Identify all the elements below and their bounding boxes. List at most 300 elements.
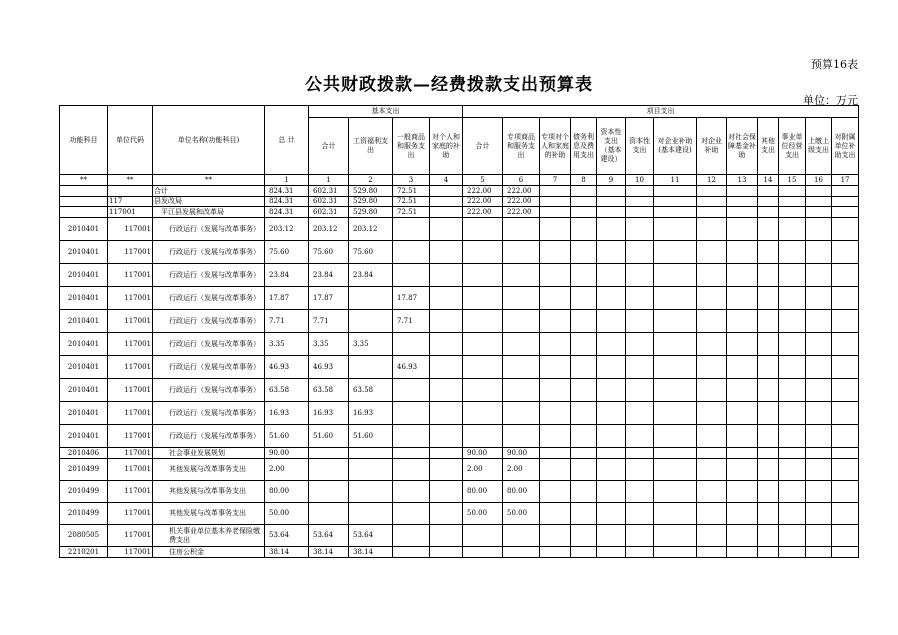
empty-cell [654, 241, 697, 264]
personal-family-cell [430, 186, 463, 197]
unit-name-cell: 行政运行（发展与改革事务） [153, 402, 265, 425]
empty-cell [571, 525, 597, 547]
special-goods-cell [503, 379, 540, 402]
unit-code-cell: 117001 [108, 402, 153, 425]
header-upper-paid: 上缴上级支出 [806, 118, 832, 175]
goods-services-cell: 7.71 [393, 310, 430, 333]
special-goods-cell: 222.00 [503, 197, 540, 207]
special-goods-cell [503, 310, 540, 333]
personal-family-cell [430, 481, 463, 503]
unit-code-cell: 117001 [108, 379, 153, 402]
goods-services-cell [393, 425, 430, 448]
basic-total-cell: 53.64 [309, 525, 349, 547]
wages-cell [349, 503, 393, 525]
goods-services-cell [393, 503, 430, 525]
personal-family-cell [430, 525, 463, 547]
basic-total-cell: 17.87 [309, 287, 349, 310]
empty-cell [806, 379, 832, 402]
index-cell: 7 [540, 175, 571, 186]
total-cell: 824.31 [265, 207, 309, 218]
empty-cell [571, 402, 597, 425]
empty-cell [540, 310, 571, 333]
table-row [60, 503, 859, 525]
wages-cell: 3.35 [349, 333, 393, 356]
goods-services-cell [393, 333, 430, 356]
unit-name-cell: 行政运行（发展与改革事务） [153, 379, 265, 402]
personal-family-cell [430, 402, 463, 425]
project-total-cell [463, 525, 503, 547]
index-cell: 1 [309, 175, 349, 186]
total-cell: 824.31 [265, 186, 309, 197]
empty-cell [806, 425, 832, 448]
table-row [60, 241, 859, 264]
empty-cell [779, 379, 806, 402]
special-goods-cell [503, 218, 540, 241]
header-capital: 资本性支出 [626, 118, 654, 175]
empty-cell [597, 310, 626, 333]
empty-cell [540, 448, 571, 459]
empty-cell [540, 287, 571, 310]
unit-name-cell: 其他发展与改革事务支出 [153, 459, 265, 481]
index-cell: 11 [654, 175, 697, 186]
empty-cell [540, 197, 571, 207]
empty-cell [654, 425, 697, 448]
func-code-cell: 2210201 [60, 547, 108, 558]
basic-total-cell [309, 503, 349, 525]
basic-total-cell: 75.60 [309, 241, 349, 264]
unit-code-cell: 117001 [108, 207, 153, 218]
empty-cell [779, 448, 806, 459]
personal-family-cell [430, 241, 463, 264]
total-cell: 46.93 [265, 356, 309, 379]
empty-cell [832, 481, 859, 503]
personal-family-cell [430, 379, 463, 402]
basic-total-cell [309, 448, 349, 459]
table-row [60, 525, 859, 547]
personal-family-cell [430, 333, 463, 356]
empty-cell [571, 459, 597, 481]
total-cell: 80.00 [265, 481, 309, 503]
header-basic-total: 合计 [309, 118, 349, 175]
func-code-cell: 2010401 [60, 241, 108, 264]
empty-cell [697, 197, 727, 207]
func-code-cell: 2010401 [60, 425, 108, 448]
empty-cell [758, 186, 779, 197]
empty-cell [832, 197, 859, 207]
empty-cell [626, 379, 654, 402]
empty-cell [697, 448, 727, 459]
func-code-cell: 2010499 [60, 503, 108, 525]
header-func-subject: 功能科目 [60, 106, 108, 175]
basic-total-cell: 602.31 [309, 197, 349, 207]
table-row [60, 356, 859, 379]
empty-cell [597, 241, 626, 264]
empty-cell [654, 207, 697, 218]
unit-code-cell: 117001 [108, 448, 153, 459]
total-cell: 824.31 [265, 197, 309, 207]
func-code-cell [60, 186, 108, 197]
empty-cell [654, 448, 697, 459]
empty-cell [806, 310, 832, 333]
empty-cell [806, 218, 832, 241]
index-cell: ** [60, 175, 108, 186]
header-other: 其他支出 [758, 118, 779, 175]
personal-family-cell [430, 264, 463, 287]
total-cell: 75.60 [265, 241, 309, 264]
project-total-cell: 80.00 [463, 481, 503, 503]
empty-cell [806, 186, 832, 197]
empty-cell [832, 207, 859, 218]
form-code: 预算16表 [811, 58, 858, 71]
empty-cell [697, 356, 727, 379]
unit-name-cell: 社会事业发展规划 [153, 448, 265, 459]
empty-cell [779, 356, 806, 379]
empty-cell [571, 448, 597, 459]
empty-cell [626, 481, 654, 503]
index-cell: 14 [758, 175, 779, 186]
project-total-cell [463, 218, 503, 241]
special-goods-cell [503, 287, 540, 310]
goods-services-cell [393, 448, 430, 459]
empty-cell [626, 218, 654, 241]
empty-cell [806, 481, 832, 503]
empty-cell [540, 264, 571, 287]
empty-cell [779, 481, 806, 503]
index-cell: 9 [597, 175, 626, 186]
total-cell: 203.12 [265, 218, 309, 241]
total-cell: 38.14 [265, 547, 309, 558]
empty-cell [597, 547, 626, 558]
empty-cell [806, 525, 832, 547]
empty-cell [626, 241, 654, 264]
project-total-cell: 222.00 [463, 186, 503, 197]
wages-cell [349, 481, 393, 503]
empty-cell [806, 287, 832, 310]
empty-cell [727, 356, 758, 379]
total-cell: 2.00 [265, 459, 309, 481]
unit-name-cell: 平江县发展和改革局 [153, 207, 265, 218]
index-cell: 1 [265, 175, 309, 186]
unit-code-cell: 117 [108, 197, 153, 207]
table-row [60, 287, 859, 310]
personal-family-cell [430, 356, 463, 379]
basic-total-cell [309, 481, 349, 503]
empty-cell [758, 402, 779, 425]
empty-cell [832, 425, 859, 448]
goods-services-cell [393, 547, 430, 558]
empty-cell [832, 310, 859, 333]
empty-cell [654, 379, 697, 402]
empty-cell [697, 379, 727, 402]
table-row [60, 425, 859, 448]
special-goods-cell: 2.00 [503, 459, 540, 481]
empty-cell [727, 503, 758, 525]
personal-family-cell [430, 310, 463, 333]
index-cell: 17 [832, 175, 859, 186]
total-cell: 23.84 [265, 264, 309, 287]
empty-cell [540, 333, 571, 356]
goods-services-cell: 72.51 [393, 207, 430, 218]
empty-cell [654, 459, 697, 481]
personal-family-cell [430, 207, 463, 218]
empty-cell [779, 310, 806, 333]
empty-cell [571, 547, 597, 558]
basic-total-cell: 23.84 [309, 264, 349, 287]
empty-cell [597, 287, 626, 310]
table-row [60, 547, 859, 558]
empty-cell [540, 241, 571, 264]
basic-total-cell: 3.35 [309, 333, 349, 356]
unit-name-cell: 机关事业单位基本养老保险缴费支出 [153, 525, 265, 547]
empty-cell [727, 459, 758, 481]
empty-cell [758, 333, 779, 356]
total-cell: 53.64 [265, 525, 309, 547]
empty-cell [571, 481, 597, 503]
unit-code-cell: 117001 [108, 459, 153, 481]
func-code-cell: 2010499 [60, 481, 108, 503]
project-total-cell: 90.00 [463, 448, 503, 459]
wages-cell: 529.80 [349, 207, 393, 218]
header-goods-services: 一般商品和服务支出 [393, 118, 430, 175]
empty-cell [654, 287, 697, 310]
unit-name-cell: 其他发展与改革事务支出 [153, 503, 265, 525]
empty-cell [597, 379, 626, 402]
empty-cell [779, 525, 806, 547]
project-total-cell [463, 379, 503, 402]
empty-cell [571, 264, 597, 287]
table-row [60, 333, 859, 356]
basic-total-cell: 16.93 [309, 402, 349, 425]
empty-cell [626, 310, 654, 333]
empty-cell [758, 287, 779, 310]
wages-cell: 529.80 [349, 197, 393, 207]
unit-code-cell: 117001 [108, 547, 153, 558]
header-total: 总 计 [265, 106, 309, 175]
unit-code-cell: 117001 [108, 333, 153, 356]
unit-code-cell: 117001 [108, 310, 153, 333]
empty-cell [806, 459, 832, 481]
empty-cell [779, 459, 806, 481]
empty-cell [832, 333, 859, 356]
empty-cell [806, 448, 832, 459]
project-total-cell: 222.00 [463, 207, 503, 218]
empty-cell [758, 448, 779, 459]
project-total-cell [463, 402, 503, 425]
empty-cell [806, 547, 832, 558]
empty-cell [626, 197, 654, 207]
personal-family-cell [430, 287, 463, 310]
empty-cell [806, 241, 832, 264]
unit-code-cell: 117001 [108, 425, 153, 448]
empty-cell [571, 186, 597, 197]
unit-name-cell: 其他发展与改革事务支出 [153, 481, 265, 503]
empty-cell [832, 241, 859, 264]
table-row [60, 264, 859, 287]
personal-family-cell [430, 503, 463, 525]
header-enterprise: 对企业补助 [697, 118, 727, 175]
table-row [60, 186, 859, 197]
special-goods-cell [503, 402, 540, 425]
unit-name-cell: 行政运行（发展与改革事务） [153, 264, 265, 287]
table-row [60, 459, 859, 481]
empty-cell [597, 481, 626, 503]
unit-name-cell: 合计 [153, 186, 265, 197]
empty-cell [758, 459, 779, 481]
empty-cell [597, 425, 626, 448]
wages-cell: 203.12 [349, 218, 393, 241]
unit-name-cell: 行政运行（发展与改革事务） [153, 425, 265, 448]
unit-code-cell [108, 186, 153, 197]
empty-cell [626, 333, 654, 356]
table-row [60, 402, 859, 425]
special-goods-cell: 222.00 [503, 186, 540, 197]
empty-cell [571, 310, 597, 333]
personal-family-cell [430, 547, 463, 558]
budget-table [59, 105, 859, 558]
empty-cell [540, 356, 571, 379]
empty-cell [779, 425, 806, 448]
special-goods-cell [503, 241, 540, 264]
empty-cell [597, 448, 626, 459]
total-cell: 51.60 [265, 425, 309, 448]
index-cell: 16 [806, 175, 832, 186]
special-goods-cell [503, 356, 540, 379]
empty-cell [758, 425, 779, 448]
empty-cell [697, 207, 727, 218]
special-goods-cell [503, 547, 540, 558]
empty-cell [806, 503, 832, 525]
wages-cell: 38.14 [349, 547, 393, 558]
goods-services-cell [393, 218, 430, 241]
empty-cell [571, 218, 597, 241]
special-goods-cell: 80.00 [503, 481, 540, 503]
empty-cell [697, 186, 727, 197]
empty-cell [832, 525, 859, 547]
empty-cell [758, 525, 779, 547]
empty-cell [571, 287, 597, 310]
empty-cell [697, 481, 727, 503]
special-goods-cell [503, 525, 540, 547]
project-total-cell: 50.00 [463, 503, 503, 525]
empty-cell [697, 547, 727, 558]
goods-services-cell [393, 481, 430, 503]
empty-cell [779, 241, 806, 264]
goods-services-cell: 46.93 [393, 356, 430, 379]
index-cell: 2 [349, 175, 393, 186]
index-cell: 15 [779, 175, 806, 186]
wages-cell [349, 356, 393, 379]
project-total-cell [463, 264, 503, 287]
unit-code-cell: 117001 [108, 525, 153, 547]
func-code-cell: 2010401 [60, 310, 108, 333]
total-cell: 63.58 [265, 379, 309, 402]
empty-cell [697, 241, 727, 264]
header-special-goods: 专项商品和服务支出 [503, 118, 540, 175]
empty-cell [597, 356, 626, 379]
project-total-cell [463, 333, 503, 356]
empty-cell [654, 503, 697, 525]
empty-cell [571, 333, 597, 356]
empty-cell [779, 264, 806, 287]
unit-name-cell: 住房公积金 [153, 547, 265, 558]
empty-cell [540, 547, 571, 558]
header-unit-name: 单位名称(功能科目) [153, 106, 265, 175]
empty-cell [626, 503, 654, 525]
table-row [60, 207, 859, 218]
empty-cell [727, 186, 758, 197]
personal-family-cell [430, 448, 463, 459]
personal-family-cell [430, 425, 463, 448]
project-total-cell: 2.00 [463, 459, 503, 481]
empty-cell [697, 333, 727, 356]
empty-cell [697, 425, 727, 448]
unit-code-cell: 117001 [108, 503, 153, 525]
empty-cell [832, 287, 859, 310]
empty-cell [832, 448, 859, 459]
special-goods-cell: 50.00 [503, 503, 540, 525]
empty-cell [597, 197, 626, 207]
empty-cell [697, 287, 727, 310]
unit-name-cell: 行政运行（发展与改革事务） [153, 218, 265, 241]
index-row [60, 175, 859, 186]
empty-cell [654, 218, 697, 241]
empty-cell [597, 525, 626, 547]
goods-services-cell [393, 264, 430, 287]
empty-cell [727, 241, 758, 264]
goods-services-cell [393, 459, 430, 481]
empty-cell [654, 547, 697, 558]
project-total-cell [463, 356, 503, 379]
unit-name-cell: 行政运行（发展与改革事务） [153, 241, 265, 264]
empty-cell [597, 218, 626, 241]
empty-cell [779, 218, 806, 241]
empty-cell [571, 241, 597, 264]
empty-cell [654, 402, 697, 425]
project-total-cell [463, 547, 503, 558]
goods-services-cell: 72.51 [393, 197, 430, 207]
empty-cell [697, 503, 727, 525]
unit-name-cell: 行政运行（发展与改革事务） [153, 287, 265, 310]
empty-cell [727, 287, 758, 310]
empty-cell [832, 459, 859, 481]
empty-cell [540, 207, 571, 218]
empty-cell [626, 356, 654, 379]
empty-cell [540, 186, 571, 197]
empty-cell [654, 197, 697, 207]
empty-cell [779, 547, 806, 558]
table-row [60, 197, 859, 207]
empty-cell [727, 525, 758, 547]
empty-cell [540, 379, 571, 402]
func-code-cell: 2010401 [60, 402, 108, 425]
empty-cell [758, 547, 779, 558]
wages-cell [349, 287, 393, 310]
total-cell: 90.00 [265, 448, 309, 459]
empty-cell [758, 218, 779, 241]
empty-cell [832, 356, 859, 379]
unit-name-cell: 县发改局 [153, 197, 265, 207]
empty-cell [597, 333, 626, 356]
empty-cell [626, 448, 654, 459]
header-debt-interest: 债务利息及费用支出 [571, 118, 597, 175]
wages-cell: 529.80 [349, 186, 393, 197]
unit-code-cell: 117001 [108, 481, 153, 503]
unit-code-cell: 117001 [108, 218, 153, 241]
empty-cell [540, 402, 571, 425]
index-cell: 12 [697, 175, 727, 186]
empty-cell [727, 264, 758, 287]
empty-cell [697, 459, 727, 481]
